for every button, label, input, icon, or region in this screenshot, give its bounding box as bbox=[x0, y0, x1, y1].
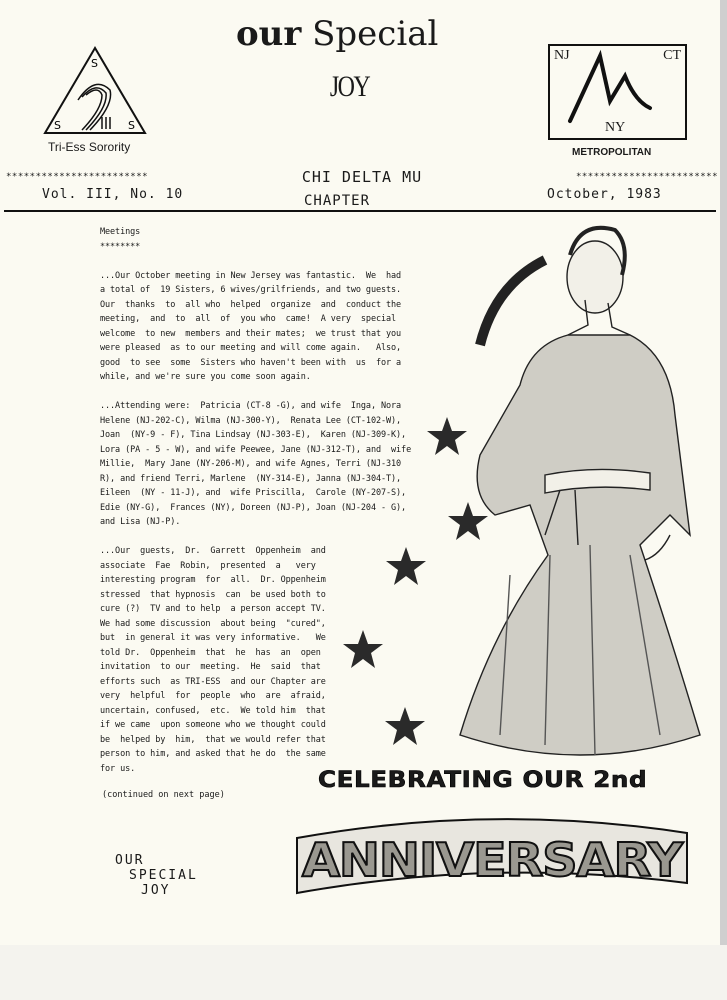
article-line: be helped by him, that we would refer that bbox=[100, 734, 326, 745]
article-line: uncertain, confused, etc. We told him that bbox=[100, 705, 326, 716]
article-line: efforts such as TRI-ESS and our Chapter are bbox=[100, 676, 326, 687]
tri-ess-logo bbox=[40, 45, 150, 141]
chapter-word: CHAPTER bbox=[304, 193, 371, 209]
star-icon bbox=[385, 707, 425, 745]
article-line: good to see some Sisters who haven't been with us for a bbox=[100, 357, 402, 368]
article-line: a total of 19 Sisters, 6 wives/grilfriends, and two guests. bbox=[100, 285, 402, 295]
logo-nj: NJ bbox=[554, 48, 570, 63]
article-line: ...Our October meeting in New Jersey was fantastic. We had bbox=[100, 270, 402, 281]
scan-bottom-margin bbox=[0, 945, 727, 1000]
logo-letter-s-right: S bbox=[128, 119, 135, 132]
woman-illustration bbox=[330, 215, 720, 770]
star-icon bbox=[427, 417, 467, 455]
logo-ct: CT bbox=[663, 48, 681, 63]
metropolitan-logo bbox=[548, 44, 687, 140]
article-line: Joan (NY-9 - F), Tina Lindsay (NJ-303-E), Karen (NJ-309-K), bbox=[100, 430, 407, 440]
logo-letter-s-left: S bbox=[54, 119, 61, 132]
article-line: ...Attending were: Patricia (CT-8 -G), and wife Inga, Nora bbox=[100, 401, 402, 411]
article-line: Millie, Mary Jane (NY-206-M), and wife Agnes, Terri (NJ-310 bbox=[100, 459, 402, 469]
star-icon bbox=[448, 502, 488, 540]
anniversary-banner bbox=[292, 808, 692, 898]
logo-letter-s-top: S bbox=[91, 57, 98, 70]
article-line: Helene (NJ-202-C), Wilma (NJ-300-Y), Renata Lee (CT-102-W), bbox=[100, 415, 402, 426]
chapter-banner bbox=[6, 168, 718, 186]
celebrating-heading: CELEBRATING OUR 2nd bbox=[318, 768, 648, 793]
star-icon bbox=[386, 547, 426, 585]
title-special: Special bbox=[312, 14, 439, 54]
scan-edge bbox=[720, 0, 727, 1000]
metropolitan-caption: METROPOLITAN bbox=[572, 147, 652, 158]
header-rule bbox=[4, 210, 716, 212]
article-line: Edie (NY-G), Frances (NY), Doreen (NJ-P), Joan (NJ-204 - G), bbox=[100, 502, 407, 513]
footer-logo bbox=[115, 853, 198, 898]
article-line: interesting program for all. Dr. Oppenheim bbox=[100, 575, 326, 585]
section-heading: Meetings bbox=[100, 227, 141, 237]
article-line: person to him, and asked that he do the same bbox=[100, 749, 326, 759]
article-line: and Lisa (NJ-P). bbox=[100, 517, 181, 527]
chapter-name: CHI DELTA MU bbox=[301, 168, 423, 186]
footer-logo-line: OUR bbox=[115, 853, 145, 868]
section-heading-underline: ******** bbox=[100, 241, 141, 252]
article-line: cure (?) TV and to help a person accept TV. bbox=[100, 604, 326, 614]
article-line: stressed that hypnosis can be used both to bbox=[100, 589, 326, 600]
article-line: very helpful for people who are afraid, bbox=[100, 691, 326, 701]
article-line: ...Our guests, Dr. Garrett Oppenheim and bbox=[100, 546, 326, 556]
star-divider-left: ************************ bbox=[6, 172, 149, 182]
article-line: associate Fae Robin, presented a very bbox=[100, 560, 316, 571]
footer-logo-line: SPECIAL bbox=[129, 868, 198, 883]
article-line: Our thanks to all who helped organize and conduct the bbox=[100, 299, 402, 310]
article-line: invitation to our meeting. He said that bbox=[100, 662, 321, 672]
stars-decoration bbox=[343, 417, 488, 745]
article-line: Eileen (NY - 11-J), and wife Priscilla, Carole (NY-207-S), bbox=[100, 488, 407, 498]
volume-number: Vol. III, No. 10 bbox=[42, 187, 184, 202]
issue-date: October, 1983 bbox=[547, 187, 662, 202]
article-line: but in general it was very informative. We bbox=[100, 633, 326, 643]
star-divider-right: ************************ bbox=[575, 172, 718, 182]
anniversary-text: ANNIVERSARY bbox=[302, 833, 684, 887]
woman-figure bbox=[460, 228, 700, 755]
newsletter-title bbox=[236, 14, 438, 54]
article-line: meeting, and to all of you who came! A very special bbox=[100, 314, 397, 324]
footer-logo-line: JOY bbox=[141, 883, 171, 898]
article-line: while, and we're sure you come soon again. bbox=[100, 372, 311, 382]
title-our: our bbox=[236, 14, 302, 54]
article-line: if we came upon someone who we thought could bbox=[100, 720, 326, 730]
article-line: R), and friend Terri, Marlene (NY-314-E), Janna (NJ-304-T), bbox=[100, 473, 402, 484]
logo-ny: NY bbox=[605, 120, 626, 135]
tri-ess-caption: Tri-Ess Sorority bbox=[48, 140, 131, 154]
star-icon bbox=[343, 630, 383, 668]
title-joy: JOY bbox=[329, 70, 370, 103]
article-line: Lora (PA - 5 - W), and wife Peewee, Jane (NJ-312-T), and wife bbox=[100, 444, 412, 455]
article-line: We had some discussion about being "cured", bbox=[100, 618, 326, 629]
article-line: were pleased as to our meeting and will come again. Also, bbox=[100, 343, 402, 353]
article-line: told Dr. Oppenheim that he has an open bbox=[100, 647, 321, 658]
article-line: for us. bbox=[100, 763, 136, 774]
article-line: welcome to new members and their mates; we trust that you bbox=[100, 328, 402, 339]
continued-note: (continued on next page) bbox=[102, 790, 225, 800]
